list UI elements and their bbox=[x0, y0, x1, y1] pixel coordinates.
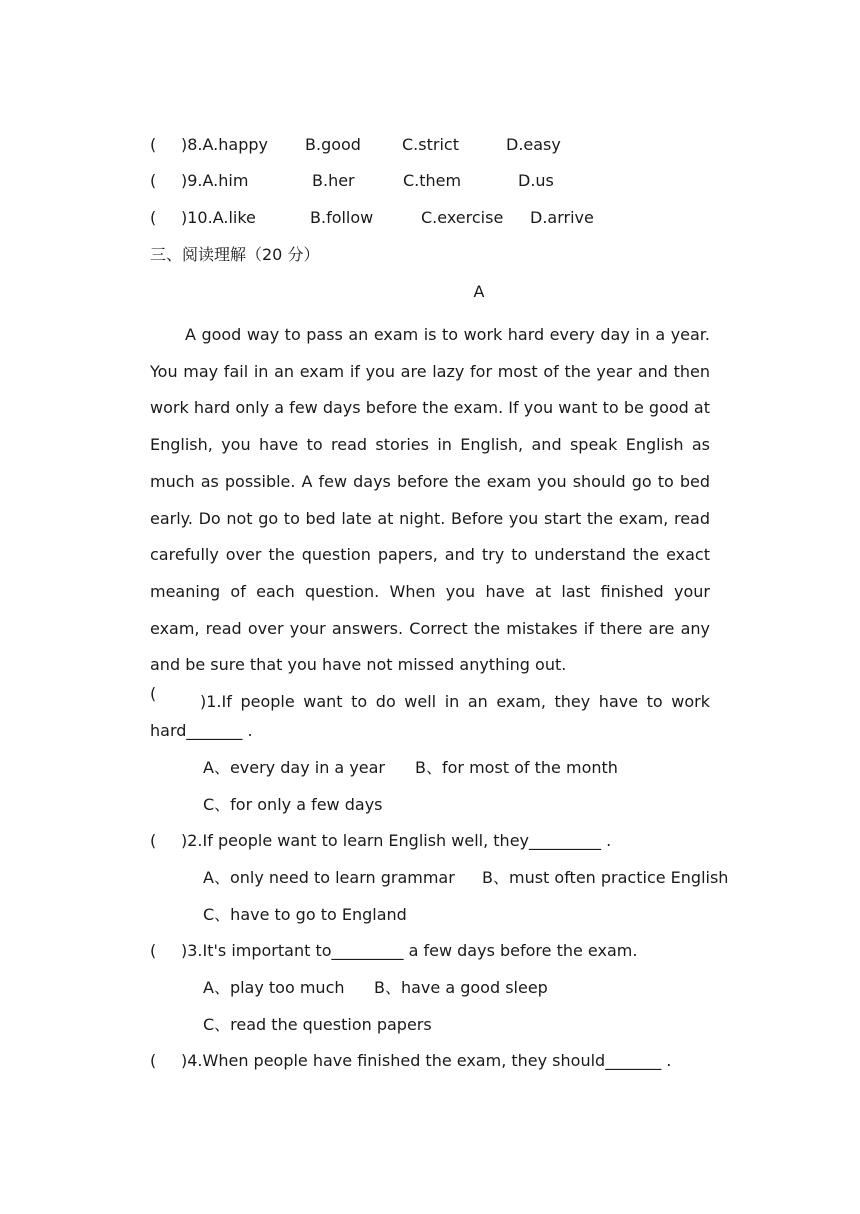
option-c: C.them bbox=[403, 171, 462, 190]
passage-label: A bbox=[473, 282, 485, 301]
question-3-option-c: C、read the question papers bbox=[203, 1015, 432, 1034]
question-1-option-b: B、for most of the month bbox=[415, 758, 618, 777]
option-b: B.her bbox=[312, 171, 355, 190]
question-2-option-a: A、only need to learn grammar bbox=[203, 868, 455, 887]
question-1-stem: )1.If people want to do well in an exam, they have to work bbox=[200, 692, 710, 711]
answer-paren: ( bbox=[150, 208, 157, 227]
question-1-option-c: C、for only a few days bbox=[203, 795, 383, 814]
question-1-stem-cont: hard_______ . bbox=[150, 721, 253, 740]
question-2-option-b: B、must often practice English bbox=[482, 868, 729, 887]
question-1-option-a: A、every day in a year bbox=[203, 758, 386, 777]
answer-paren: ( bbox=[150, 171, 157, 190]
option-d: D.easy bbox=[506, 135, 561, 154]
question-3-option-b: B、have a good sleep bbox=[374, 978, 548, 997]
option-b: B.follow bbox=[310, 208, 374, 227]
question-3-stem: )3.It's important to_________ a few days before the exam. bbox=[181, 941, 638, 960]
option-b: B.good bbox=[305, 135, 361, 154]
option-d: D.us bbox=[518, 171, 554, 190]
option-a: )9.A.him bbox=[181, 171, 249, 190]
question-2-stem: )2.If people want to learn English well, they_________ . bbox=[181, 831, 612, 850]
option-c: C.exercise bbox=[421, 208, 504, 227]
answer-paren: ( bbox=[150, 1051, 157, 1070]
question-3-option-a: A、play too much bbox=[203, 978, 345, 997]
option-c: C.strict bbox=[402, 135, 459, 154]
option-d: D.arrive bbox=[530, 208, 594, 227]
answer-paren: ( bbox=[150, 684, 157, 703]
reading-passage bbox=[150, 317, 710, 684]
answer-paren: ( bbox=[150, 135, 157, 154]
option-a: )10.A.like bbox=[181, 208, 256, 227]
question-2-option-c: C、have to go to England bbox=[203, 905, 407, 924]
passage-text: A good way to pass an exam is to work hard every day in a year. You may fail in an exam if you are lazy for most of the year and then work hard only a few days before the exam. If you want to be good at English, you have to read stories in English, and speak English as much as possible. A few days before the exam you should go to bed early. Do not go to bed late at night. Before you start the exam, read carefully over the question papers, and try to understand the exact meaning of each question. When you have at last finished your exam, read over your answers. Correct the mistakes if there are any and be sure that you have not missed anything out. bbox=[150, 325, 710, 675]
answer-paren: ( bbox=[150, 941, 157, 960]
section-heading: 三、阅读理解（20 分） bbox=[150, 245, 320, 264]
answer-paren: ( bbox=[150, 831, 157, 850]
option-a: )8.A.happy bbox=[181, 135, 268, 154]
question-4-stem: )4.When people have finished the exam, they should_______ . bbox=[181, 1051, 672, 1070]
